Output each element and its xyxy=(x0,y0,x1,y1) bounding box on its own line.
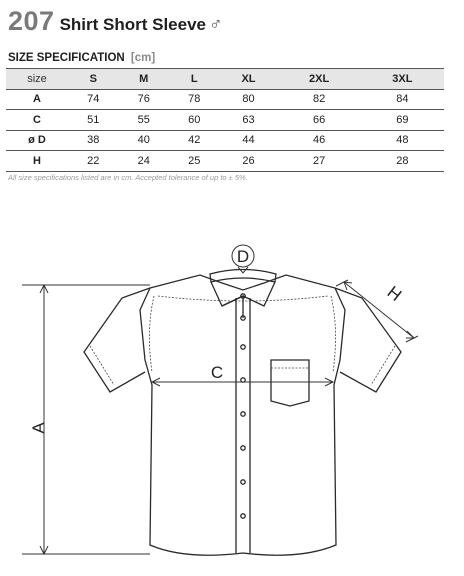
dimension-a-label: A xyxy=(29,422,48,434)
table-cell: 69 xyxy=(361,110,444,131)
table-cell: 22 xyxy=(68,151,119,172)
table-cell: 55 xyxy=(119,110,170,131)
tolerance-note: All size specifications listed are in cm. Accepted tolerance of up to ± 5%. xyxy=(8,173,248,182)
table-cell: 80 xyxy=(220,89,278,110)
table-cell: 26 xyxy=(220,151,278,172)
column-header: size xyxy=(6,69,68,90)
table-cell: 78 xyxy=(169,89,220,110)
table-cell: 28 xyxy=(361,151,444,172)
table-cell: 76 xyxy=(119,89,170,110)
column-header: XL xyxy=(220,69,278,90)
column-header: S xyxy=(68,69,119,90)
dimension-c-label: C xyxy=(210,363,224,382)
table-cell: 38 xyxy=(68,130,119,151)
row-label: H xyxy=(6,151,68,172)
male-icon: ♂ xyxy=(209,14,223,34)
column-header: L xyxy=(169,69,220,90)
column-header: 3XL xyxy=(361,69,444,90)
table-cell: 40 xyxy=(119,130,170,151)
dimension-d xyxy=(232,245,254,273)
dimension-d-label: D xyxy=(236,247,250,266)
table-cell: 48 xyxy=(361,130,444,151)
table-cell: 74 xyxy=(68,89,119,110)
table-cell: 66 xyxy=(277,110,360,131)
table-cell: 84 xyxy=(361,89,444,110)
table-cell: 63 xyxy=(220,110,278,131)
product-number: 207 xyxy=(8,6,55,36)
product-name: Shirt Short Sleeve xyxy=(59,15,206,34)
column-header: M xyxy=(119,69,170,90)
size-spec-unit: [cm] xyxy=(130,52,156,64)
column-header: 2XL xyxy=(277,69,360,90)
table-cell: 60 xyxy=(169,110,220,131)
table-cell: 51 xyxy=(68,110,119,131)
table-cell: 44 xyxy=(220,130,278,151)
table-cell: 27 xyxy=(277,151,360,172)
table-cell: 24 xyxy=(119,151,170,172)
table-cell: 46 xyxy=(277,130,360,151)
row-label: A xyxy=(6,89,68,110)
table-cell: 25 xyxy=(169,151,220,172)
row-label: C xyxy=(6,110,68,131)
dimension-a xyxy=(22,285,150,554)
size-spec-label: SIZE SPECIFICATION xyxy=(8,52,125,64)
table-cell: 42 xyxy=(169,130,220,151)
shirt-outline-icon xyxy=(84,270,401,556)
table-cell: 82 xyxy=(277,89,360,110)
dimension-h-label: H xyxy=(383,282,406,305)
dimension-h xyxy=(336,280,418,342)
row-label: ø D xyxy=(6,130,68,151)
